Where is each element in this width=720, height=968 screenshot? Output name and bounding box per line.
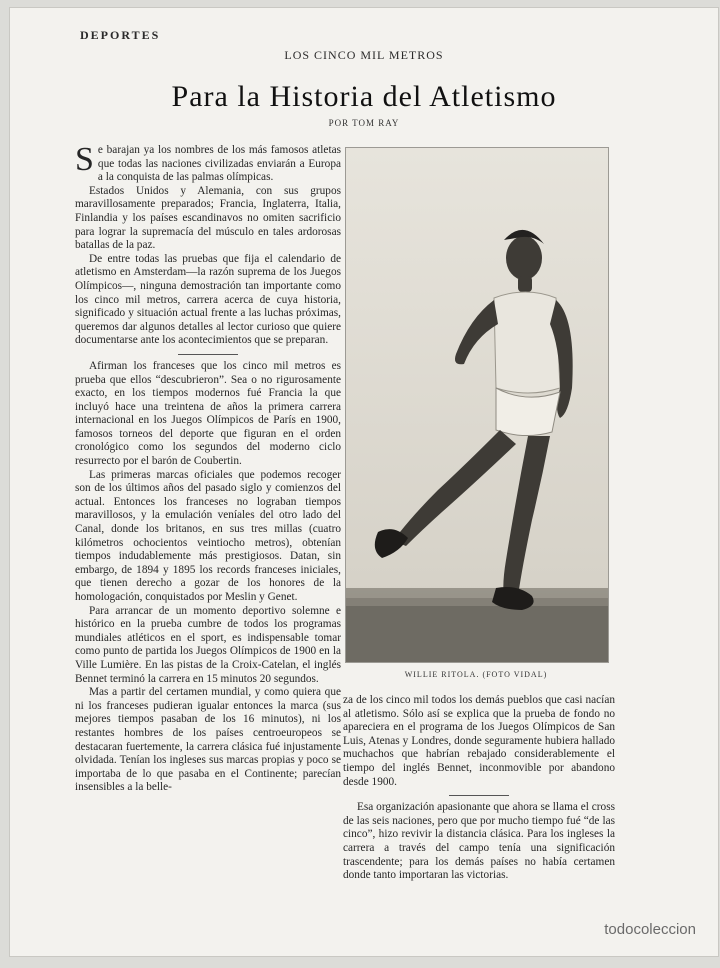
- article-byline: POR TOM RAY: [328, 118, 400, 128]
- grass-ground: [346, 598, 608, 662]
- paragraph-4: Afirman los franceses que los cinco mil metros es prueba que ellos “descubrieron”. Sea o no rigurosamente exacto, en los tiempos modernos fué Francia la que incluyó hace una treintena de años la primera carrera internacional en los Juegos Olímpicos de París en 1900, famosos torneos del deporte que figuran en el orden cronológico como los segundos del moderno ciclo resurrecto por el barón de Coubertin.: [75, 359, 341, 468]
- paragraph-6: Para arrancar de un momento deportivo solemne e histórico en la prueba cumbre de todos los programas mundiales atléticos en el sport, es indispensable tomar como punto de partida los Juegos Olímpicos de 1900 en la Ville Lumière. En las pistas de la Croix-Catelan, el inglés Bennet terminó la carrera en 15 minutos 20 segundos.: [75, 604, 341, 685]
- paragraph-3: De entre todas las pruebas que fija el calendario de atletismo en Amsterdam—la razón suprema de los Juegos Olímpicos—, ninguna demostración tan importante como los cinco mil metros, carrera acerca de cuya historia, significado y situación actual frente a las luchas próximas, queremos dar algunos detalles al lector curioso que quiere documentarse ante los acontecimientos que se preparan.: [75, 252, 341, 347]
- paragraph-8: za de los cinco mil todos los demás pueblos que casi nacían al atletismo. Sólo así se explica que la prueba de fondo no apareciera en el programa de los Juegos Olímpicos de San Luis, Atenas y Londres, donde seguramente hubiera hallado muchachos que habrían rebajado considerablemente el tiempo del inglés Bennet, inconmovible por abandono desde 1900.: [343, 694, 615, 788]
- watermark-logo: todocoleccion: [604, 921, 696, 938]
- paragraph-5: Las primeras marcas oficiales que podemos recoger son de los últimos años del pasado siglo y comienzos del actual. Entonces los franceses no lograban tiempos maravillosos, y la emulación veníales del otro lado del Canal, donde los britanos, en sus tres millas (cuatro kilómetros ochocientos veintiocho metros), obtenían tiempos indudablemente más prestigiosos. Datan, sin embargo, de 1894 y 1895 los records franceses iniciales, que tienen derecho a gozar de los honores de la homologación, conquistados por Meslin y Genet.: [75, 468, 341, 603]
- section-divider-2: [449, 795, 509, 796]
- section-divider: [178, 354, 238, 355]
- paragraph-7: Mas a partir del certamen mundial, y como quiera que ni los franceses pudieran igualar entonces la marca (sus mejores tiempos pasaban de los 16 minutos), ni los restantes hombres de los países centroeuropeos se destacaran fuertemente, la carrera clásica fué injustamente olvidada. Tenían los ingleses sus marcas propias y poco se importaba de lo que pasaba en el Continente; parecían insensibles a la belle-: [75, 686, 341, 794]
- runner-illustration: [346, 148, 608, 662]
- drop-cap: S: [75, 141, 94, 178]
- photo-caption: WILLIE RITOLA. (FOTO VIDAL): [404, 670, 548, 679]
- paragraph-1: Se barajan ya los nombres de los más famosos atletas que todas las naciones civilizadas enviarán a Europa a la conquista de las palmas olímpicas.: [75, 141, 341, 184]
- article-title: Para la Historia del Atletismo: [171, 80, 557, 113]
- runner-head: [506, 236, 542, 280]
- athlete-photo: [345, 147, 609, 663]
- section-header: DEPORTES: [80, 28, 161, 42]
- photo-background: [346, 148, 608, 662]
- paragraph-2: Estados Unidos y Alemania, con sus grupos maravillosamente preparados; Francia, Inglaterra, Italia, Finlandia y los países escandinavos no omiten sacrificio para lograr la supremacía del músculo en tales ardorosas batallas de la paz.: [75, 184, 341, 252]
- newspaper-page: [10, 8, 718, 956]
- paragraph-9: Esa organización apasionante que ahora se llama el cross de las seis naciones, pero que por mucho tiempo fué “de las cinco”, hizo revivir la distancia clásica. Para los ingleses la carrera a través del campo tenía una significación trascendente; para los demás países no había certamen donde tanto importaran las victorias.: [343, 801, 615, 882]
- article-kicker: LOS CINCO MIL METROS: [284, 48, 444, 62]
- article-column-left: [75, 141, 341, 795]
- article-column-right: [343, 694, 615, 883]
- runner-vest: [494, 292, 560, 393]
